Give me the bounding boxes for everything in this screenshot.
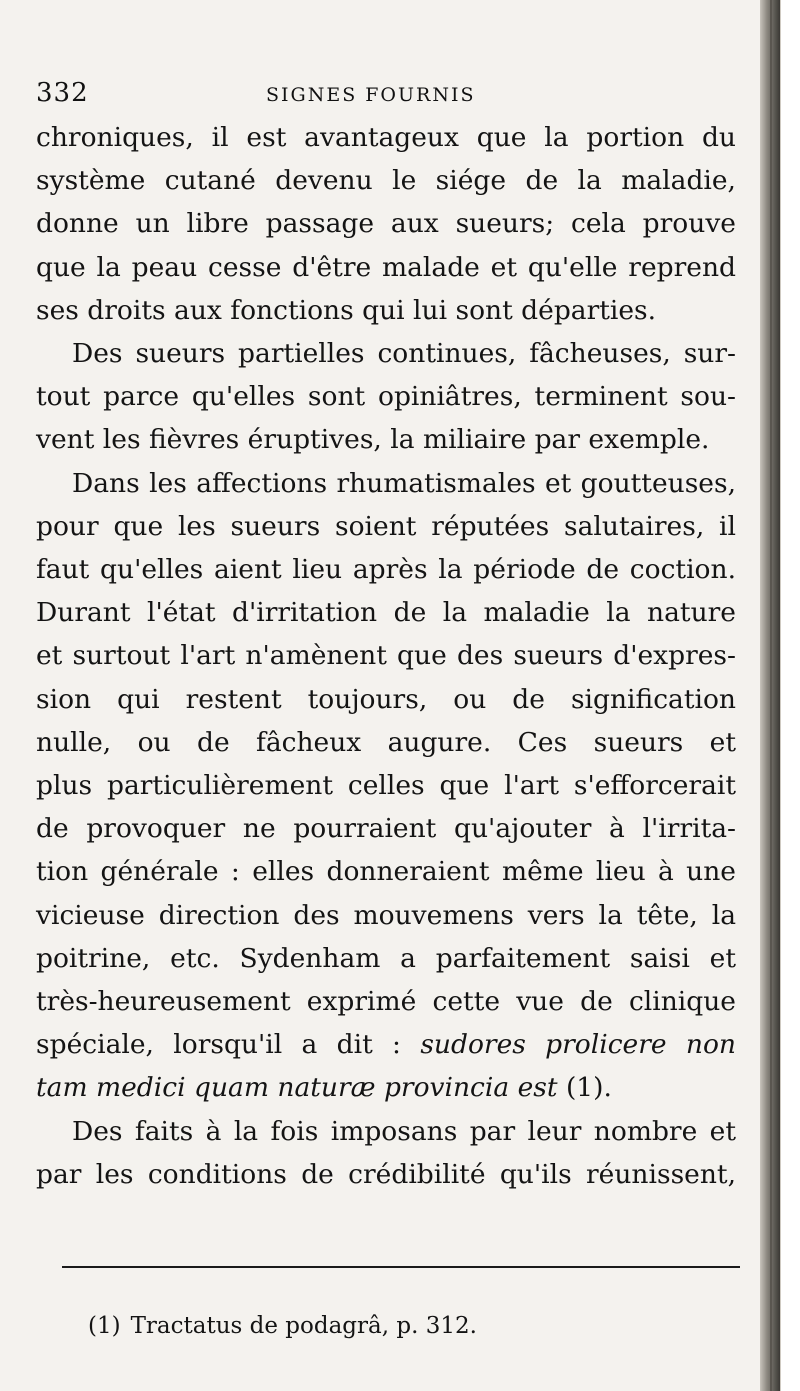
text-segment: spéciale, lorsqu'il a dit : [36, 1029, 401, 1061]
text-line: vicieuse direction des mouvemens vers la tête, la [36, 899, 736, 931]
page-header [36, 78, 736, 112]
text-line: Dans les affections rhumatismales et goutteuses, [72, 467, 736, 499]
running-head: SIGNES FOURNIS [266, 84, 476, 106]
text-line: Des faits à la fois imposans par leur nombre et [72, 1115, 736, 1147]
text-line: et surtout l'art n'amènent que des sueurs d'expres- [36, 640, 736, 672]
text-line: sion qui restent toujours, ou de signification [36, 683, 736, 715]
text-line: faut qu'elles aient lieu après la période de coction. [36, 554, 736, 586]
text-line: très-heureusement exprimé cette vue de clinique [36, 986, 736, 1018]
footnote [88, 1313, 477, 1339]
text-line-with-quote [36, 1023, 736, 1066]
page-number: 332 [36, 78, 89, 108]
text-line: nulle, ou de fâcheux augure. Ces sueurs et [36, 726, 736, 758]
text-line: ses droits aux fonctions qui lui sont départies. [36, 294, 657, 326]
latin-quote: tam medici quam naturæ provincia est [36, 1072, 558, 1104]
text-line: système cutané devenu le siége de la maladie, [36, 165, 736, 197]
text-line: chroniques, il est avantageux que la portion du [36, 122, 736, 153]
text-line: Durant l'état d'irritation de la maladie la nature [36, 597, 736, 629]
paragraph-2 [36, 332, 736, 462]
footnote-text: Tractatus de podagrâ, p. 312. [130, 1313, 477, 1339]
text-line: donne un libre passage aux sueurs; cela prouve [36, 208, 736, 240]
text-line: tout parce qu'elles sont opiniâtres, terminent sou- [36, 381, 736, 413]
text-line: de provoquer ne pourraient qu'ajouter à l'irrita- [36, 813, 736, 845]
footnote-reference: (1). [565, 1072, 612, 1104]
text-line: pour que les sueurs soient réputées salutaires, il [36, 510, 736, 542]
text-line-with-quote [36, 1066, 736, 1109]
body-text [36, 116, 736, 1196]
paragraph-3 [36, 462, 736, 1110]
text-line: poitrine, etc. Sydenham a parfaitement saisi et [36, 942, 736, 974]
text-line: que la peau cesse d'être malade et qu'elle reprend [36, 251, 736, 283]
paragraph-4 [36, 1110, 736, 1196]
paragraph-1 [36, 116, 736, 332]
text-line: par les conditions de crédibilité qu'ils réunissent, [36, 1158, 736, 1190]
latin-quote: sudores prolicere non [420, 1029, 736, 1061]
footnote-rule [62, 1266, 740, 1268]
text-line: Des sueurs partielles continues, fâcheuses, sur- [72, 338, 736, 370]
footnote-mark: (1) [88, 1313, 121, 1339]
text-line: tion générale : elles donneraient même lieu à une [36, 856, 736, 888]
page-edge-line [770, 0, 772, 1391]
text-line: vent les fièvres éruptives, la miliaire par exemple. [36, 424, 710, 456]
text-line: plus particulièrement celles que l'art s'efforcerait [36, 770, 736, 802]
